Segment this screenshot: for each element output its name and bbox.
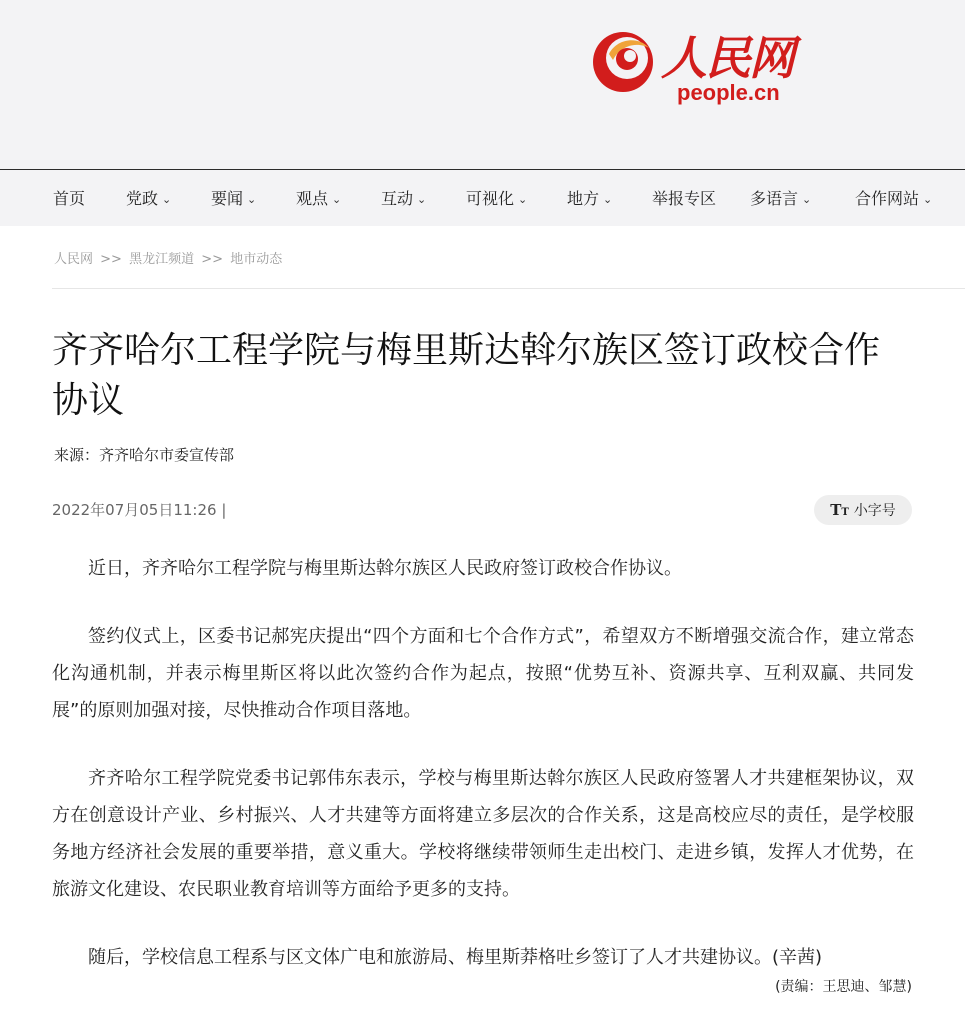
nav-item-label: 观点 (296, 189, 329, 208)
nav-item-local[interactable] (567, 170, 612, 227)
nav-item-label: 可视化 (466, 189, 515, 208)
logo-chinese-text: 人民网 (661, 31, 793, 85)
nav-item-label: 地方 (567, 189, 600, 208)
breadcrumb-link-people[interactable]: 人民网 (54, 252, 94, 267)
nav-item-opinion[interactable] (296, 170, 341, 227)
chevron-down-icon: ⌄ (923, 193, 933, 206)
main-nav (0, 169, 965, 226)
chevron-down-icon: ⌄ (162, 193, 172, 206)
article-paragraph: 签约仪式上，区委书记郝宪庆提出“四个方面和七个合作方式”，希望双方不断增强交流合作，建立常态化沟通机制，并表示梅里斯区将以此次签约合作为起点，按照“优势互补、资源共享、互利双赢、共同发展”的原则加强对接，尽快推动合作项目落地。 (52, 626, 914, 721)
article-paragraph: 齐齐哈尔工程学院党委书记郭伟东表示，学校与梅里斯达斡尔族区人民政府签署人才共建框架协议，双方在创意设计产业、乡村振兴、人才共建等方面将建立多层次的合作关系，这是高校应尽的责任，是学校服务地方经济社会发展的重要举措，意义重大。学校将继续带领师生走出校门、走进乡镇，发挥人才优势，在旅游文化建设、农民职业教育培训等方面给予更多的支持。 (52, 768, 914, 900)
breadcrumb-separator: >> (201, 252, 224, 267)
nav-item-report[interactable] (652, 170, 716, 227)
header-band (0, 0, 965, 169)
breadcrumb-link-heilongjiang[interactable]: 黑龙江频道 (129, 252, 195, 267)
nav-item-news[interactable] (211, 170, 256, 227)
nav-item-label: 合作网站 (855, 189, 920, 208)
article-title: 齐齐哈尔工程学院与梅里斯达斡尔族区签订政校合作协议 (52, 330, 881, 421)
article-paragraph: 随后，学校信息工程系与区文体广电和旅游局、梅里斯莽格吐乡签订了人才共建协议。(辛茜) (88, 947, 823, 968)
chevron-down-icon: ⌄ (417, 193, 427, 206)
article-paragraph: 近日，齐齐哈尔工程学院与梅里斯达斡尔族区人民政府签订政校合作协议。 (88, 558, 682, 579)
breadcrumb (54, 248, 282, 267)
article-timestamp: 2022年07月05日11:26 | (52, 501, 227, 519)
chevron-down-icon: ⌄ (332, 193, 342, 206)
nav-item-home[interactable] (53, 170, 85, 227)
nav-item-visual[interactable] (466, 170, 527, 227)
nav-item-label: 多语言 (750, 189, 799, 208)
nav-item-label: 互动 (381, 189, 414, 208)
nav-item-party[interactable] (126, 170, 171, 227)
site-logo[interactable] (587, 24, 802, 108)
breadcrumb-separator: >> (100, 252, 122, 267)
breadcrumb-link-local-news[interactable]: 地市动态 (230, 252, 283, 267)
people-logo-emblem-icon (587, 24, 659, 96)
article-editor: (责编：王思迪、邹慧) (775, 979, 912, 995)
nav-item-languages[interactable] (750, 170, 811, 227)
article-source: 来源：齐齐哈尔市委宣传部 (54, 446, 235, 464)
article-body (52, 550, 914, 1007)
chevron-down-icon: ⌄ (603, 193, 613, 206)
font-size-toggle-label: 小字号 (853, 503, 896, 519)
nav-item-label: 举报专区 (652, 189, 717, 208)
chevron-down-icon: ⌄ (247, 193, 257, 206)
nav-item-label: 要闻 (211, 189, 244, 208)
nav-item-partners[interactable] (855, 170, 932, 227)
chevron-down-icon: ⌄ (518, 193, 528, 206)
chevron-down-icon: ⌄ (802, 193, 812, 206)
logo-english-text: people.cn (677, 80, 780, 105)
nav-item-label: 党政 (126, 189, 159, 208)
font-size-icon: TT (830, 501, 849, 519)
divider (52, 288, 965, 289)
font-size-toggle-button[interactable] (814, 495, 912, 525)
nav-item-interact[interactable] (381, 170, 426, 227)
nav-item-label: 首页 (53, 189, 86, 208)
